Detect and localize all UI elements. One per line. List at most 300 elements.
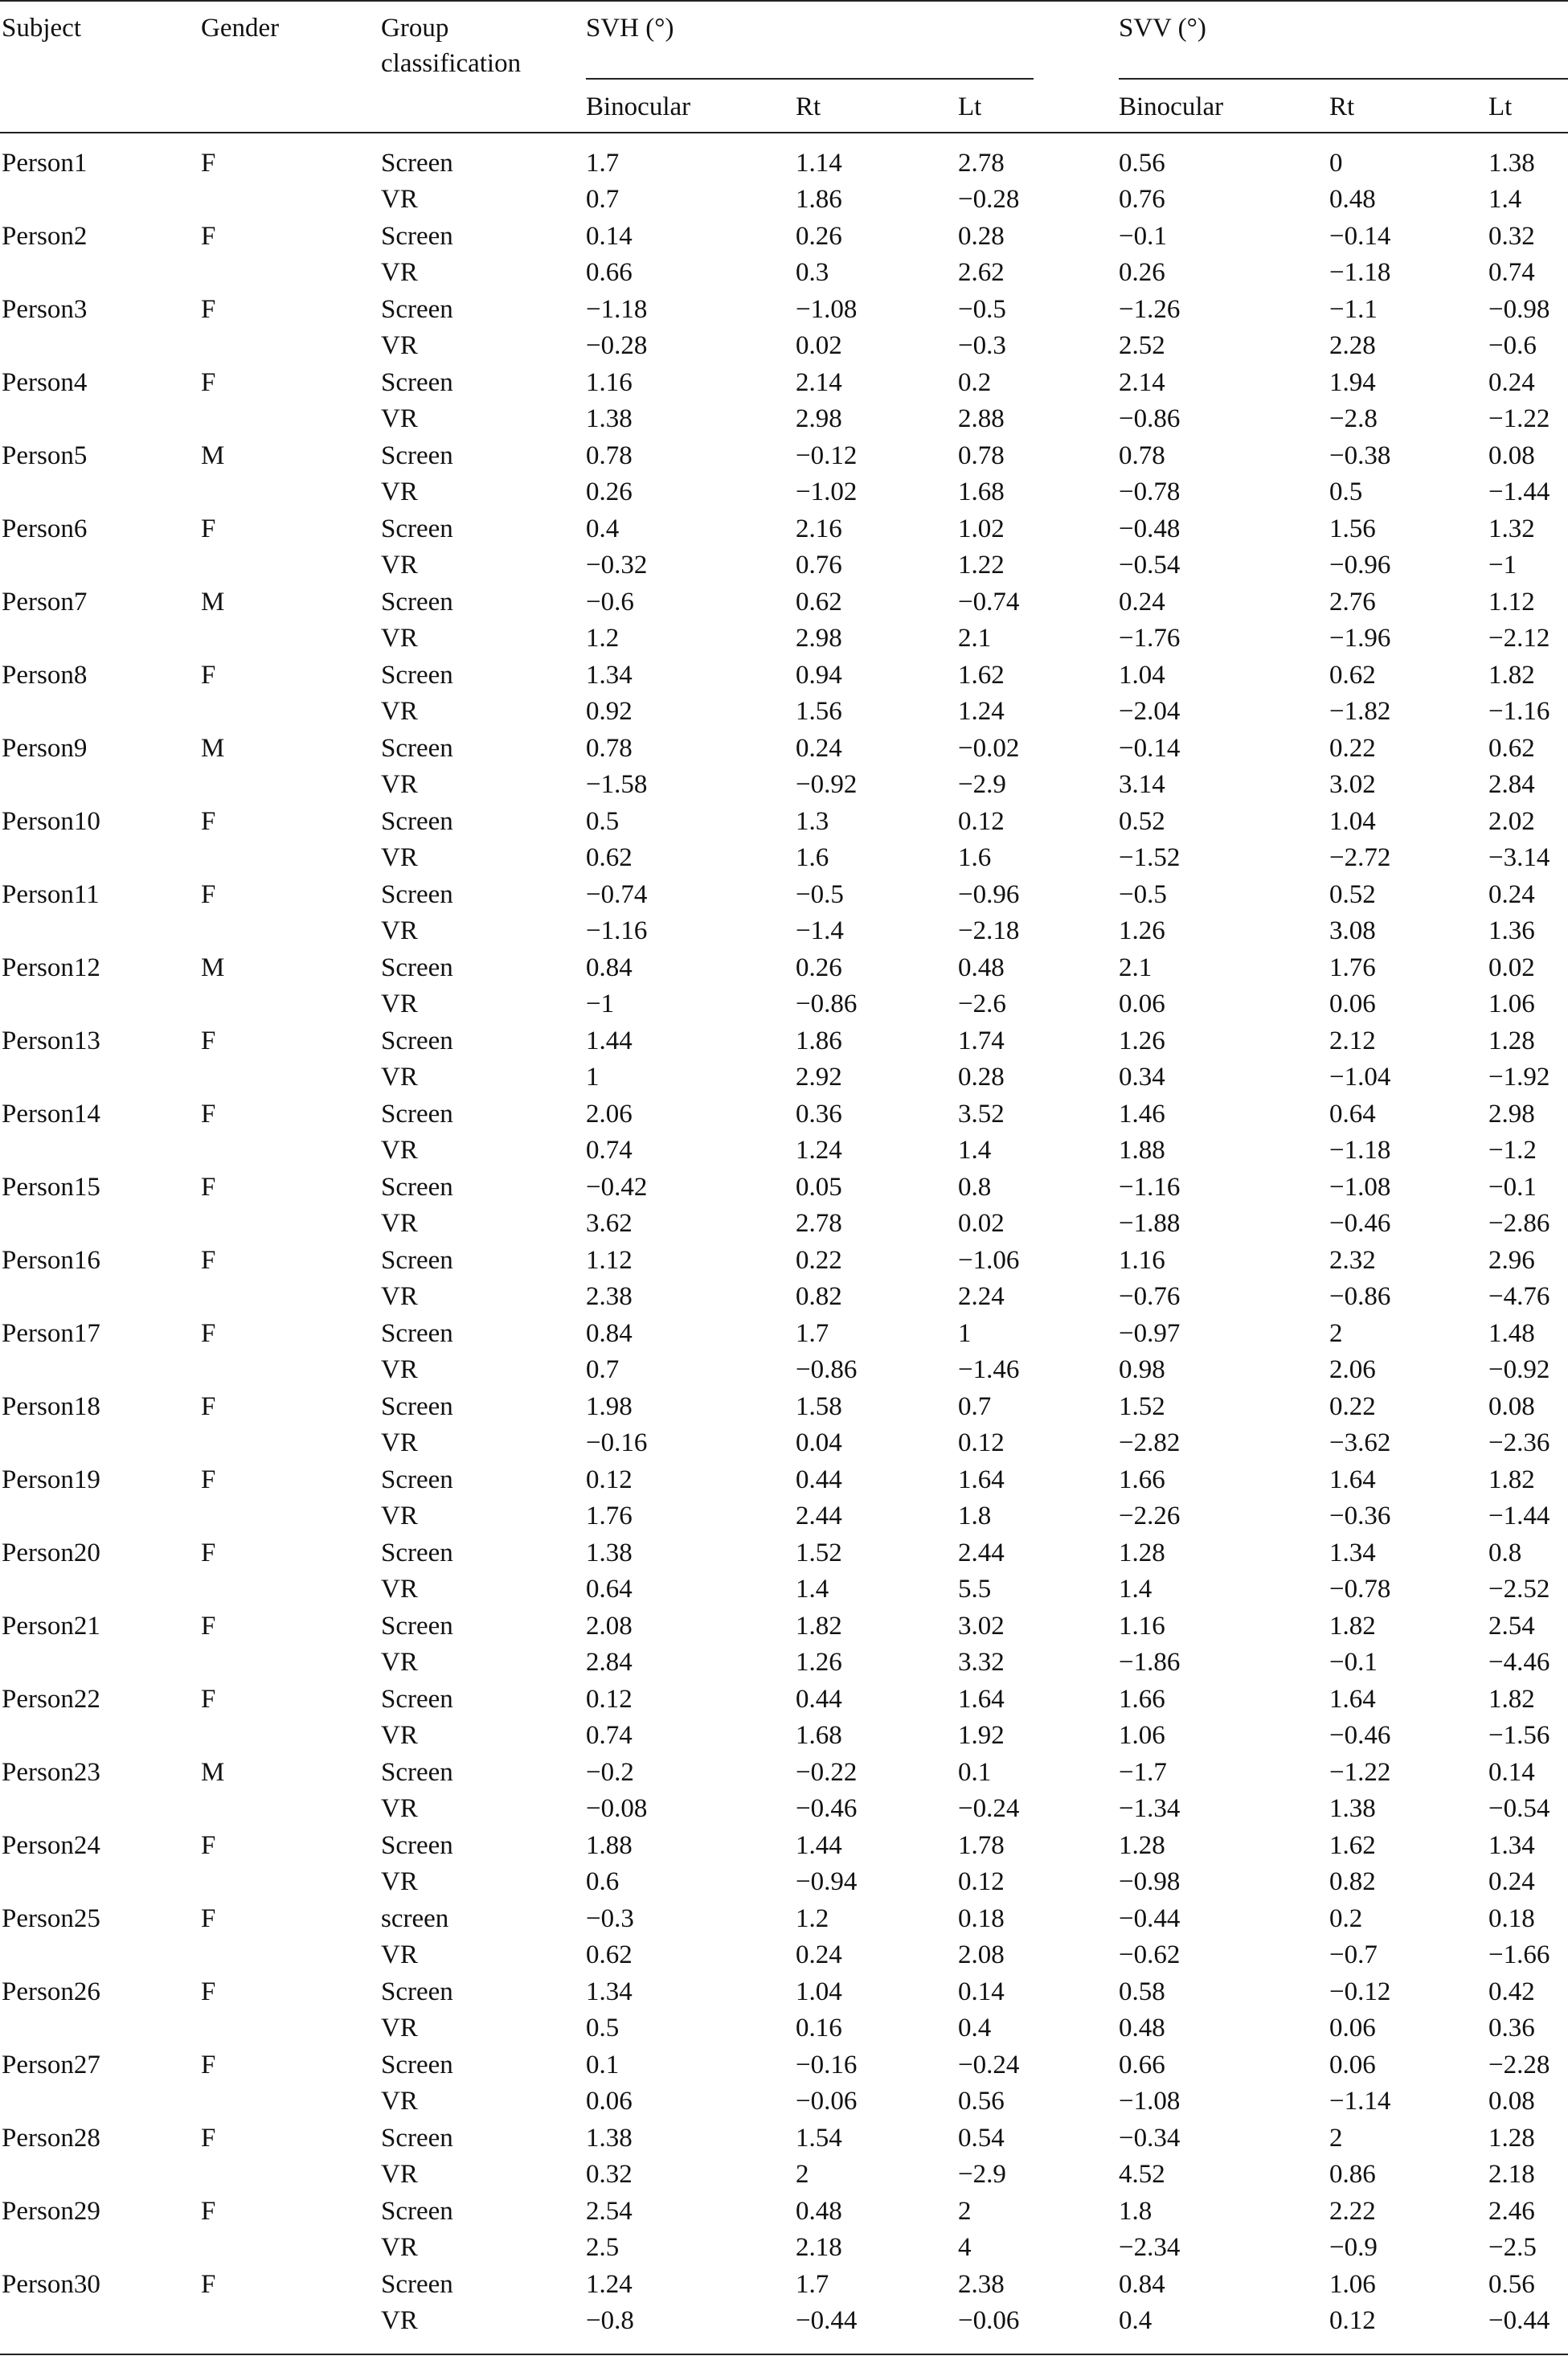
svv-binocular-cell: −2.26: [1119, 1502, 1181, 1530]
svh-binocular-cell: 1.76: [586, 1502, 633, 1530]
svv-rt-cell: 1.06: [1329, 2270, 1376, 2299]
group-cell: VR: [381, 477, 418, 506]
gender-cell: F: [201, 1977, 216, 2006]
svv-lt-cell: 0.08: [1488, 2087, 1535, 2116]
svv-rt-cell: 0.22: [1329, 734, 1376, 763]
svh-lt-cell: 1.62: [958, 661, 1005, 690]
svh-binocular-cell: 3.62: [586, 1209, 633, 1238]
svv-rt-cell: −0.36: [1329, 1502, 1391, 1530]
svv-rt-cell: −0.9: [1329, 2233, 1378, 2262]
svv-binocular-cell: 0.06: [1119, 989, 1165, 1018]
svh-rt-cell: 1.3: [796, 807, 829, 836]
svh-lt-cell: −0.24: [958, 2051, 1020, 2079]
svv-lt-cell: −0.54: [1488, 1794, 1550, 1823]
svh-lt-cell: 0.28: [958, 1063, 1005, 1092]
svv-binocular-cell: 0.4: [1119, 2306, 1152, 2335]
svh-rt-cell: 2: [796, 2160, 809, 2189]
svh-lt-cell: −0.3: [958, 331, 1006, 360]
svh-binocular-cell: 2.5: [586, 2233, 620, 2262]
svv-rt-cell: −1.18: [1329, 258, 1391, 287]
subject-cell: Person10: [2, 807, 100, 836]
subject-cell: Person18: [2, 1392, 100, 1421]
svh-lt-cell: 0.12: [958, 1867, 1005, 1896]
svh-lt-cell: 0.2: [958, 368, 992, 397]
subject-cell: Person4: [2, 368, 88, 397]
gender-cell: F: [201, 1026, 216, 1055]
svv-binocular-cell: 0.48: [1119, 2014, 1165, 2042]
subject-cell: Person3: [2, 295, 88, 324]
svh-rt-cell: 0.26: [796, 953, 842, 982]
svv-rt-cell: −1.82: [1329, 697, 1391, 726]
subject-row: [0, 2120, 1568, 2194]
gender-cell: F: [201, 149, 216, 178]
svh-rt-cell: 2.98: [796, 404, 842, 433]
group-cell: VR: [381, 2233, 418, 2262]
svh-binocular-cell: 0.78: [586, 734, 633, 763]
svv-binocular-cell: −1.52: [1119, 843, 1181, 872]
svh-lt-cell: −1.06: [958, 1246, 1020, 1275]
svv-binocular-cell: −1.16: [1119, 1173, 1181, 1202]
svv-rt-cell: 1.04: [1329, 807, 1376, 836]
svh-lt-cell: −0.24: [958, 1794, 1020, 1823]
svh-rt-cell: −0.86: [796, 1355, 858, 1384]
svh-rt-cell: 0.04: [796, 1428, 842, 1457]
svv-binocular-cell: −1.34: [1119, 1794, 1181, 1823]
svh-lt-cell: 2.44: [958, 1539, 1005, 1567]
svh-rt-cell: 1.54: [796, 2124, 842, 2153]
svh-binocular-cell: 2.08: [586, 1612, 633, 1641]
subject-row: [0, 1389, 1568, 1462]
svv-binocular-cell: 0.58: [1119, 1977, 1165, 2006]
group-cell: Screen: [381, 1319, 453, 1348]
group-cell: VR: [381, 1063, 418, 1092]
svh-binocular-cell: 2.38: [586, 1282, 633, 1311]
svh-lt-cell: 3.52: [958, 1100, 1005, 1129]
svh-rt-cell: 1.2: [796, 1904, 829, 1933]
svv-binocular-cell: −0.34: [1119, 2124, 1181, 2153]
svv-binocular-cell: 0.84: [1119, 2270, 1165, 2299]
group-cell: VR: [381, 697, 418, 726]
svh-lt-cell: 1.92: [958, 1721, 1005, 1750]
svv-binocular-cell: −1.26: [1119, 295, 1181, 324]
svh-rt-cell: 0.16: [796, 2014, 842, 2042]
svh-rt-cell: −1.08: [796, 295, 858, 324]
svh-rt-cell: 0.44: [796, 1465, 842, 1494]
svh-rt-cell: −0.94: [796, 1867, 858, 1896]
svh-binocular-cell: 1.16: [586, 368, 633, 397]
svh-binocular-cell: −0.2: [586, 1758, 634, 1787]
subject-row: [0, 219, 1568, 292]
svh-rt-cell: 2.92: [796, 1063, 842, 1092]
gender-cell: F: [201, 1612, 216, 1641]
svv-lt-cell: 0.24: [1488, 1867, 1535, 1896]
svv-lt-cell: −0.92: [1488, 1355, 1550, 1384]
svv-rt-cell: 0.82: [1329, 1867, 1376, 1896]
svh-binocular-cell: −0.16: [586, 1428, 648, 1457]
svv-binocular-cell: 1.4: [1119, 1575, 1152, 1604]
group-cell: VR: [381, 1940, 418, 1969]
svh-rt-cell: 2.18: [796, 2233, 842, 2262]
svv-binocular-cell: 1.04: [1119, 661, 1165, 690]
svv-rt-cell: 0.64: [1329, 1100, 1376, 1129]
svh-rt-cell: 1.7: [796, 2270, 829, 2299]
gender-cell: F: [201, 514, 216, 543]
group-cell: VR: [381, 1282, 418, 1311]
svh-rt-cell: −1.02: [796, 477, 858, 506]
svv-binocular-cell: 2.14: [1119, 368, 1165, 397]
svv-binocular-cell: 1.66: [1119, 1685, 1165, 1714]
svv-binocular-cell: −0.76: [1119, 1282, 1181, 1311]
svv-rt-cell: 3.02: [1329, 770, 1376, 799]
svv-rt-cell: 2: [1329, 2124, 1343, 2153]
group-cell: Screen: [381, 1977, 453, 2006]
svh-group-rule: [586, 78, 1034, 80]
group-cell: VR: [381, 916, 418, 945]
svv-lt-cell: 1.82: [1488, 1465, 1535, 1494]
header-bottom-rule: [0, 132, 1568, 133]
svh-lt-cell: 0.12: [958, 807, 1005, 836]
svh-rt-cell: 0.05: [796, 1173, 842, 1202]
subject-row: [0, 1096, 1568, 1170]
svh-rt-cell: 1.86: [796, 1026, 842, 1055]
svv-rt-cell: −0.46: [1329, 1209, 1391, 1238]
subject-cell: Person16: [2, 1246, 100, 1275]
subject-cell: Person20: [2, 1539, 100, 1567]
subject-row: [0, 511, 1568, 584]
subject-cell: Person22: [2, 1685, 100, 1714]
svv-lt-cell: −1.16: [1488, 697, 1550, 726]
group-cell: Screen: [381, 1465, 453, 1494]
svh-lt-cell: 0.12: [958, 1428, 1005, 1457]
svv-rt-cell: −1.04: [1329, 1063, 1391, 1092]
svh-rt-cell: 1.7: [796, 1319, 829, 1348]
svv-lt-cell: 1.34: [1488, 1831, 1535, 1860]
svh-rt-cell: 0.24: [796, 1940, 842, 1969]
svv-lt-cell: −1.92: [1488, 1063, 1550, 1092]
group-cell: VR: [381, 551, 418, 580]
group-cell: Screen: [381, 295, 453, 324]
subject-cell: Person7: [2, 588, 88, 617]
subject-row: [0, 804, 1568, 877]
svv-rt-cell: 1.94: [1329, 368, 1376, 397]
svh-lt-cell: 0.14: [958, 1977, 1005, 2006]
group-cell: Screen: [381, 222, 453, 251]
svh-binocular-cell: 0.4: [586, 514, 620, 543]
group-cell: Screen: [381, 1246, 453, 1275]
svh-rt-cell: −0.16: [796, 2051, 858, 2079]
svv-binocular-cell: 1.8: [1119, 2197, 1152, 2226]
subject-cell: Person9: [2, 734, 88, 763]
gender-header: Gender: [201, 14, 280, 43]
svh-lt-cell: 2.08: [958, 1940, 1005, 1969]
svv-lt-cell: 1.32: [1488, 514, 1535, 543]
svv-lt-cell: −1.56: [1488, 1721, 1550, 1750]
svv-lt-cell: −2.28: [1488, 2051, 1550, 2079]
group-cell: Screen: [381, 807, 453, 836]
svh-binocular-cell: 0.84: [586, 953, 633, 982]
subject-row: [0, 658, 1568, 731]
svv-binocular-cell: −0.86: [1119, 404, 1181, 433]
svh-binocular-cell: 1.34: [586, 661, 633, 690]
svh-lt-cell: 0.18: [958, 1904, 1005, 1933]
group-cell: VR: [381, 1721, 418, 1750]
svh-binocular-cell: −0.28: [586, 331, 648, 360]
svh-lt-cell: 1.8: [958, 1502, 992, 1530]
svv-binocular-cell: 1.28: [1119, 1831, 1165, 1860]
svh-lt-cell: 1: [958, 1319, 972, 1348]
svh-rt-cell: −0.5: [796, 880, 844, 909]
svh-binocular-cell: 0.06: [586, 2087, 633, 2116]
svv-rt-cell: −2.8: [1329, 404, 1378, 433]
svv-lt-cell: 1.82: [1488, 661, 1535, 690]
svh-rt-cell: 2.16: [796, 514, 842, 543]
svv-lt-cell: −1: [1488, 551, 1517, 580]
svv-rt-cell: 1.56: [1329, 514, 1376, 543]
gender-cell: F: [201, 1904, 216, 1933]
svv-binocular-cell: 4.52: [1119, 2160, 1165, 2189]
group-cell: Screen: [381, 1026, 453, 1055]
svv-lt-cell: −1.22: [1488, 404, 1550, 433]
svh-lt-cell: 0.78: [958, 441, 1005, 470]
svv-lt-cell: 0.24: [1488, 880, 1535, 909]
group-cell: VR: [381, 2160, 418, 2189]
svh-binocular-cell: 1.38: [586, 1539, 633, 1567]
svv-rt-cell: −1.22: [1329, 1758, 1391, 1787]
svh-binocular-cell: 0.1: [586, 2051, 620, 2079]
subject-row: [0, 2194, 1568, 2267]
svv-binocular-cell: 2.1: [1119, 953, 1152, 982]
group-cell: VR: [381, 1428, 418, 1457]
svv-binocular-cell: 1.16: [1119, 1246, 1165, 1275]
svv-rt-cell: 2.76: [1329, 588, 1376, 617]
svh-lt-cell: 0.4: [958, 2014, 992, 2042]
svv-lt-cell: 0.56: [1488, 2270, 1535, 2299]
group-cell: Screen: [381, 1758, 453, 1787]
group-cell: Screen: [381, 1539, 453, 1567]
svh-rt-cell: 1.4: [796, 1575, 829, 1604]
svv-lt-cell: 1.06: [1488, 989, 1535, 1018]
svv-lt-cell: 0.18: [1488, 1904, 1535, 1933]
svv-rt-cell: 0.12: [1329, 2306, 1376, 2335]
svh-binocular-cell: 1.38: [586, 2124, 633, 2153]
svh-rt-cell: −0.12: [796, 441, 858, 470]
svh-binocular-cell: 0.5: [586, 807, 620, 836]
svh-rt-cell: 0.48: [796, 2197, 842, 2226]
svv-binocular-cell: 1.26: [1119, 916, 1165, 945]
subject-row: [0, 1608, 1568, 1682]
svv-lt-cell: 1.48: [1488, 1319, 1535, 1348]
group-cell: VR: [381, 2087, 418, 2116]
group-cell: VR: [381, 185, 418, 214]
svh-lt-cell: −0.74: [958, 588, 1020, 617]
svh-binocular-cell: 0.66: [586, 258, 633, 287]
svv-rt-cell: −2.72: [1329, 843, 1391, 872]
subject-cell: Person17: [2, 1319, 100, 1348]
svv-binocular-cell: −1.86: [1119, 1648, 1181, 1677]
svv-binocular-header: Binocular: [1119, 92, 1224, 121]
svv-rt-cell: −3.62: [1329, 1428, 1391, 1457]
group-cell: Screen: [381, 1392, 453, 1421]
svh-lt-cell: 2.38: [958, 2270, 1005, 2299]
group-cell: VR: [381, 1867, 418, 1896]
svv-rt-cell: 0: [1329, 149, 1343, 178]
group-cell: VR: [381, 331, 418, 360]
svv-binocular-cell: 1.28: [1119, 1539, 1165, 1567]
svv-lt-cell: −4.46: [1488, 1648, 1550, 1677]
svv-lt-cell: 0.08: [1488, 1392, 1535, 1421]
svh-lt-cell: 5.5: [958, 1575, 992, 1604]
gender-cell: F: [201, 1392, 216, 1421]
group-cell: VR: [381, 624, 418, 653]
group-cell: VR: [381, 1136, 418, 1165]
svh-binocular-cell: 0.5: [586, 2014, 620, 2042]
svh-binocular-cell: 0.6: [586, 1867, 620, 1896]
svv-rt-cell: 1.34: [1329, 1539, 1376, 1567]
svh-binocular-cell: 0.14: [586, 222, 633, 251]
group-cell: VR: [381, 1355, 418, 1384]
svv-rt-cell: 0.62: [1329, 661, 1376, 690]
subject-row: [0, 2267, 1568, 2340]
svh-binocular-cell: 2.84: [586, 1648, 633, 1677]
svh-lt-cell: 1.64: [958, 1465, 1005, 1494]
group-cell: VR: [381, 2014, 418, 2042]
svh-binocular-cell: 0.62: [586, 1940, 633, 1969]
svh-lt-cell: −1.46: [958, 1355, 1020, 1384]
group-cell: Screen: [381, 953, 453, 982]
svh-lt-cell: −0.96: [958, 880, 1020, 909]
subject-row: [0, 145, 1568, 219]
gender-cell: F: [201, 368, 216, 397]
svh-rt-header: Rt: [796, 92, 821, 121]
svh-lt-cell: 0.56: [958, 2087, 1005, 2116]
svv-lt-cell: 0.14: [1488, 1758, 1535, 1787]
svv-lt-cell: 2.98: [1488, 1100, 1535, 1129]
subject-row: [0, 1974, 1568, 2047]
svv-binocular-cell: −0.97: [1119, 1319, 1181, 1348]
gender-cell: F: [201, 880, 216, 909]
group-cell: screen: [381, 1904, 449, 1933]
subject-row: [0, 1755, 1568, 1828]
subject-cell: Person12: [2, 953, 100, 982]
svv-binocular-cell: 1.88: [1119, 1136, 1165, 1165]
svv-lt-cell: 2.96: [1488, 1246, 1535, 1275]
svv-binocular-cell: 1.16: [1119, 1612, 1165, 1641]
svv-rt-cell: 0.5: [1329, 477, 1363, 506]
group-cell: VR: [381, 258, 418, 287]
svv-lt-cell: 1.36: [1488, 916, 1535, 945]
svh-lt-cell: 2.88: [958, 404, 1005, 433]
svh-rt-cell: −0.46: [796, 1794, 858, 1823]
svh-binocular-cell: 1.2: [586, 624, 620, 653]
group-cell: VR: [381, 404, 418, 433]
group-cell: VR: [381, 1502, 418, 1530]
svv-rt-cell: 0.86: [1329, 2160, 1376, 2189]
svv-lt-cell: 0.36: [1488, 2014, 1535, 2042]
svh-lt-cell: 0.54: [958, 2124, 1005, 2153]
svh-binocular-cell: −0.3: [586, 1904, 634, 1933]
svh-binocular-cell: 0.62: [586, 843, 633, 872]
svv-lt-cell: 0.24: [1488, 368, 1535, 397]
gender-cell: F: [201, 1173, 216, 1202]
svh-binocular-cell: 1: [586, 1063, 600, 1092]
subject-cell: Person25: [2, 1904, 100, 1933]
svv-lt-cell: 1.12: [1488, 588, 1535, 617]
svv-rt-cell: 1.82: [1329, 1612, 1376, 1641]
svh-rt-cell: 1.68: [796, 1721, 842, 1750]
svv-lt-cell: 0.02: [1488, 953, 1535, 982]
svv-lt-cell: −0.44: [1488, 2306, 1550, 2335]
gender-cell: F: [201, 2270, 216, 2299]
subject-cell: Person24: [2, 1831, 100, 1860]
svh-lt-cell: 1.78: [958, 1831, 1005, 1860]
svv-lt-cell: −2.86: [1488, 1209, 1550, 1238]
subject-row: [0, 1170, 1568, 1243]
svh-binocular-cell: 1.7: [586, 149, 620, 178]
svv-rt-cell: 0.06: [1329, 2014, 1376, 2042]
group-cell: VR: [381, 989, 418, 1018]
gender-cell: M: [201, 441, 225, 470]
group-cell: VR: [381, 1209, 418, 1238]
subject-cell: Person6: [2, 514, 88, 543]
svh-rt-cell: −0.92: [796, 770, 858, 799]
subject-row: [0, 438, 1568, 511]
svv-lt-cell: 0.8: [1488, 1539, 1522, 1567]
svv-rt-cell: 0.52: [1329, 880, 1376, 909]
svh-rt-cell: −1.4: [796, 916, 844, 945]
svh-binocular-cell: −1: [586, 989, 615, 1018]
svv-rt-cell: 0.06: [1329, 989, 1376, 1018]
subject-cell: Person15: [2, 1173, 100, 1202]
svv-binocular-cell: −0.62: [1119, 1940, 1181, 1969]
svh-lt-cell: 1.02: [958, 514, 1005, 543]
svh-rt-cell: 0.22: [796, 1246, 842, 1275]
subject-cell: Person13: [2, 1026, 100, 1055]
svv-binocular-cell: 0.52: [1119, 807, 1165, 836]
svh-rt-cell: 2.44: [796, 1502, 842, 1530]
svh-rt-cell: 1.44: [796, 1831, 842, 1860]
svh-header: SVH (°): [586, 14, 674, 43]
svv-lt-cell: −4.76: [1488, 1282, 1550, 1311]
table-top-rule: [0, 0, 1568, 2]
table-bottom-rule: [0, 2354, 1568, 2355]
table-body: [0, 145, 1568, 2340]
subject-cell: Person14: [2, 1100, 100, 1129]
group-cell: Screen: [381, 514, 453, 543]
svv-lt-cell: 1.28: [1488, 2124, 1535, 2153]
group-cell: Screen: [381, 2270, 453, 2299]
svh-binocular-cell: −0.8: [586, 2306, 634, 2335]
subject-row: [0, 1316, 1568, 1389]
svv-binocular-cell: 0.26: [1119, 258, 1165, 287]
group-cell: VR: [381, 1575, 418, 1604]
subject-row: [0, 1535, 1568, 1608]
subject-cell: Person11: [2, 880, 100, 909]
gender-cell: F: [201, 1465, 216, 1494]
svh-binocular-cell: −1.58: [586, 770, 648, 799]
svh-lt-cell: −0.02: [958, 734, 1020, 763]
svh-binocular-cell: 0.12: [586, 1685, 633, 1714]
svh-binocular-cell: 2.54: [586, 2197, 633, 2226]
subject-header: Subject: [2, 14, 81, 43]
svv-binocular-cell: −0.78: [1119, 477, 1181, 506]
svv-lt-header: Lt: [1488, 92, 1513, 121]
svv-rt-cell: −0.1: [1329, 1648, 1378, 1677]
group-cell: Screen: [381, 1173, 453, 1202]
svh-binocular-cell: −1.16: [586, 916, 648, 945]
svv-binocular-cell: −0.5: [1119, 880, 1167, 909]
gender-cell: F: [201, 1246, 216, 1275]
subject-cell: Person26: [2, 1977, 100, 2006]
